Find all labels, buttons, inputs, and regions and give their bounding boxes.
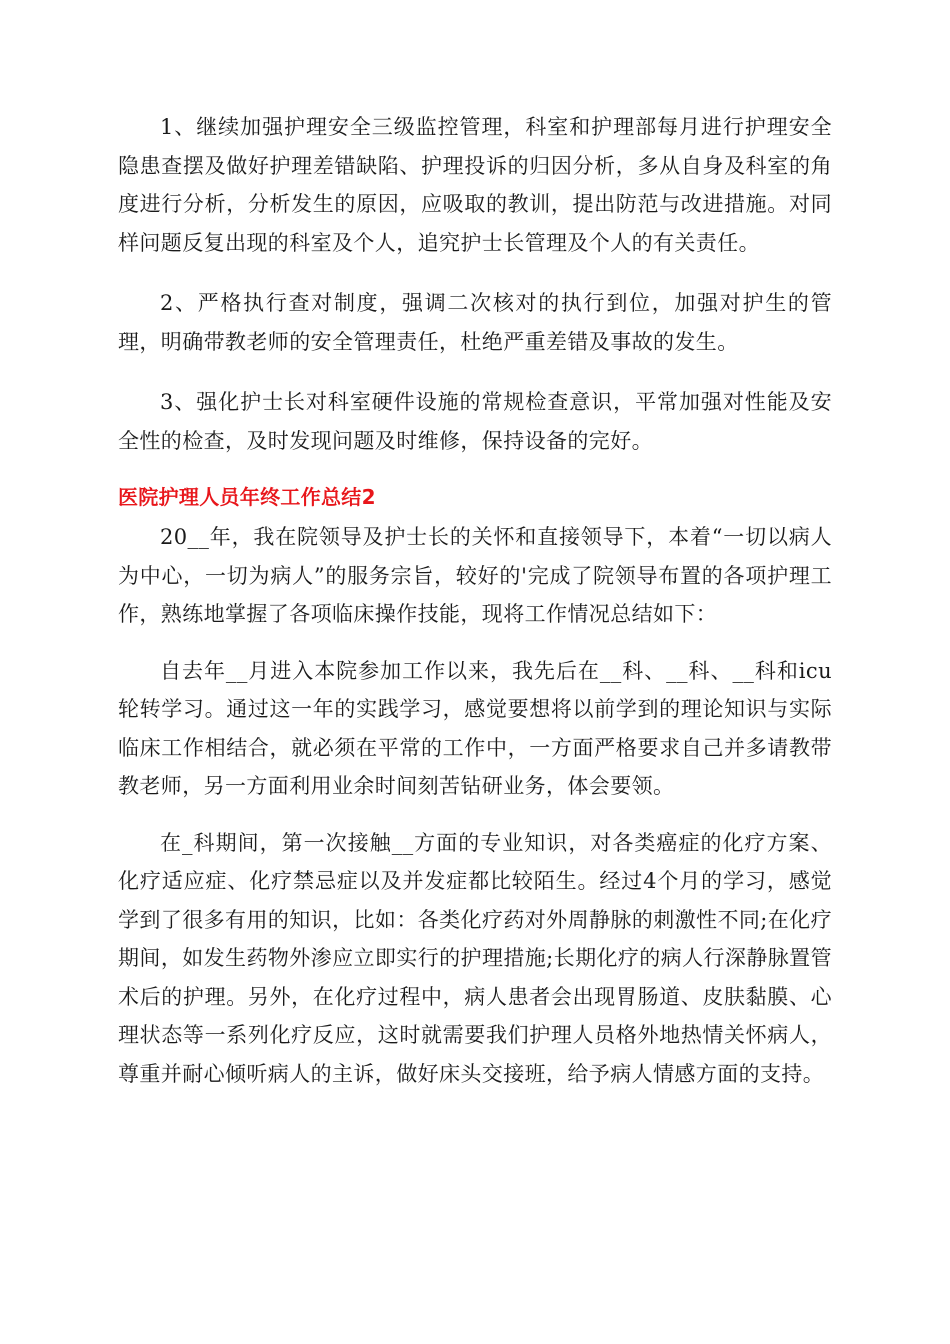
- section-heading: 医院护理人员年终工作总结2: [118, 485, 376, 509]
- paragraph-chemo-dept: 在_科期间，第一次接触__方面的专业知识，对各类癌症的化疗方案、化疗适应症、化疗禁忌症以及并发症都比较陌生。经过4个月的学习，感觉学到了很多有用的知识，比如：各类化疗药对外周静脉的刺激性不同;在化疗期间，如发生药物外渗应立即实行的护理措施;长期化疗的病人行深静脉置管术后的护理。另外，在化疗过程中，病人患者会出现胃肠道、皮肤黏膜、心理状态等一系列化疗反应，这时就需要我们护理人员格外地热情关怀病人，尊重并耐心倾听病人的主诉，做好床头交接班，给予病人情感方面的支持。: [118, 830, 832, 1086]
- paragraph-item-2: 2、严格执行查对制度，强调二次核对的执行到位，加强对护生的管理，明确带教老师的安全管理责任，杜绝严重差错及事故的发生。: [118, 291, 832, 354]
- paragraph-item-1: 1、继续加强护理安全三级监控管理，科室和护理部每月进行护理安全隐患查摆及做好护理差错缺陷、护理投诉的归因分析，多从自身及科室的角度进行分析，分析发生的原因，应吸取的教训，提出防范与改进措施。对同样问题反复出现的科室及个人，追究护士长管理及个人的有关责任。: [118, 115, 832, 255]
- paragraph-rotation: 自去年__月进入本院参加工作以来，我先后在__科、__科、__科和icu轮转学习。通过这一年的实践学习，感觉要想将以前学到的理论知识与实际临床工作相结合，就必须在平常的工作中，一方面严格要求自己并多请教带教老师，另一方面利用业余时间刻苦钻研业务，体会要领。: [118, 658, 832, 798]
- paragraph-intro: 20__年，我在院领导及护士长的关怀和直接领导下，本着“一切以病人为中心，一切为病人”的服务宗旨，较好的'完成了院领导布置的各项护理工作，熟练地掌握了各项临床操作技能，现将工作情况总结如下：: [118, 525, 832, 626]
- paragraph-item-3: 3、强化护士长对科室硬件设施的常规检查意识，平常加强对性能及安全性的检查，及时发现问题及时维修，保持设备的完好。: [118, 390, 832, 453]
